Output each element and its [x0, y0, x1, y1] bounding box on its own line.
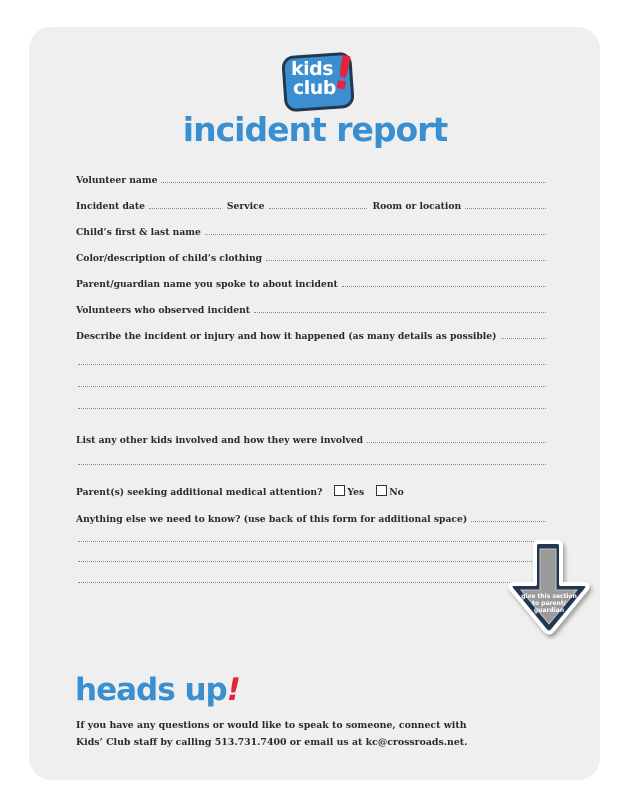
contact-line-1: If you have any questions or would like to speak to someone, connect with: [76, 720, 467, 731]
clothing-line[interactable]: [266, 260, 546, 261]
writing-line[interactable]: [78, 582, 546, 583]
room-location-label: Room or location: [372, 201, 462, 212]
heads-up-exclamation: !: [226, 672, 240, 708]
heads-up-heading: [75, 672, 240, 708]
room-location-line[interactable]: [465, 208, 546, 209]
writing-line[interactable]: [78, 408, 546, 409]
writing-line[interactable]: [78, 364, 546, 365]
writing-line[interactable]: [78, 386, 546, 387]
parent-name-line[interactable]: [342, 286, 546, 287]
incident-details-row[interactable]: [76, 198, 548, 212]
form-title: incident report: [182, 110, 448, 149]
yes-checkbox[interactable]: [334, 485, 345, 496]
other-kids-line[interactable]: [367, 442, 546, 443]
heads-up-text: heads up: [75, 672, 227, 708]
incident-date-label: Incident date: [76, 201, 145, 212]
anything-else-extra-line[interactable]: [76, 551, 548, 565]
child-name-line[interactable]: [205, 234, 546, 235]
contact-note: [76, 717, 546, 751]
down-arrow-icon: [503, 540, 595, 650]
kids-club-logo: [281, 44, 359, 112]
describe-row[interactable]: [76, 328, 548, 342]
describe-line[interactable]: [501, 338, 547, 339]
describe-extra-line[interactable]: [76, 398, 548, 412]
yes-label: Yes: [347, 487, 365, 498]
writing-line[interactable]: [78, 561, 546, 562]
other-kids-row[interactable]: [76, 432, 548, 446]
anything-else-line[interactable]: [471, 521, 546, 522]
other-kids-extra-line[interactable]: [76, 454, 548, 468]
arrow-note-line3: guardian: [533, 607, 565, 614]
arrow-note-line1: give this section: [521, 593, 577, 600]
observers-label: Volunteers who observed incident: [76, 305, 250, 316]
anything-else-label: Anything else we need to know? (use back of this form for additional space): [76, 514, 468, 525]
yes-option[interactable]: [324, 485, 364, 498]
no-checkbox[interactable]: [376, 485, 387, 496]
logo-exclamation: !: [328, 44, 359, 102]
contact-prefix: Kids’ Club staff by calling: [76, 737, 215, 748]
parent-name-label: Parent/guardian name you spoke to about incident: [76, 279, 338, 290]
clothing-label: Color/description of child’s clothing: [76, 253, 263, 264]
anything-else-extra-line[interactable]: [76, 572, 548, 586]
describe-extra-line[interactable]: [76, 376, 548, 390]
service-label: Service: [226, 201, 265, 212]
describe-extra-line[interactable]: [76, 354, 548, 368]
describe-label: Describe the incident or injury and how it happened (as many details as possible): [76, 331, 497, 342]
contact-end: .: [464, 737, 468, 748]
medical-row: [76, 484, 548, 498]
observers-line[interactable]: [254, 312, 546, 313]
medical-label: Parent(s) seeking additional medical attention?: [76, 487, 323, 498]
contact-line-2: [76, 734, 546, 751]
writing-line[interactable]: [78, 541, 546, 542]
child-name-row[interactable]: [76, 224, 548, 238]
incident-date-line[interactable]: [149, 208, 221, 209]
arrow-note-line2: to parent/: [532, 600, 566, 607]
parent-name-row[interactable]: [76, 276, 548, 290]
logo-club-text: club: [293, 77, 336, 99]
no-label: No: [389, 487, 404, 498]
clothing-row[interactable]: [76, 250, 548, 264]
service-line[interactable]: [269, 208, 367, 209]
other-kids-label: List any other kids involved and how they were involved: [76, 435, 364, 446]
no-option[interactable]: [364, 485, 404, 498]
logo-kids-text: kids: [291, 58, 334, 80]
email-link[interactable]: kc@crossroads.net: [365, 737, 465, 748]
volunteer-name-label: Volunteer name: [76, 175, 158, 186]
volunteer-name-line[interactable]: [161, 182, 546, 183]
child-name-label: Child’s first & last name: [76, 227, 201, 238]
contact-mid: or email us at: [286, 737, 366, 748]
writing-line[interactable]: [78, 464, 546, 465]
anything-else-extra-line[interactable]: [76, 531, 548, 545]
volunteer-name-row[interactable]: [76, 172, 548, 186]
observers-row[interactable]: [76, 302, 548, 316]
phone-number[interactable]: 513.731.7400: [214, 737, 287, 748]
anything-else-row[interactable]: [76, 511, 548, 525]
